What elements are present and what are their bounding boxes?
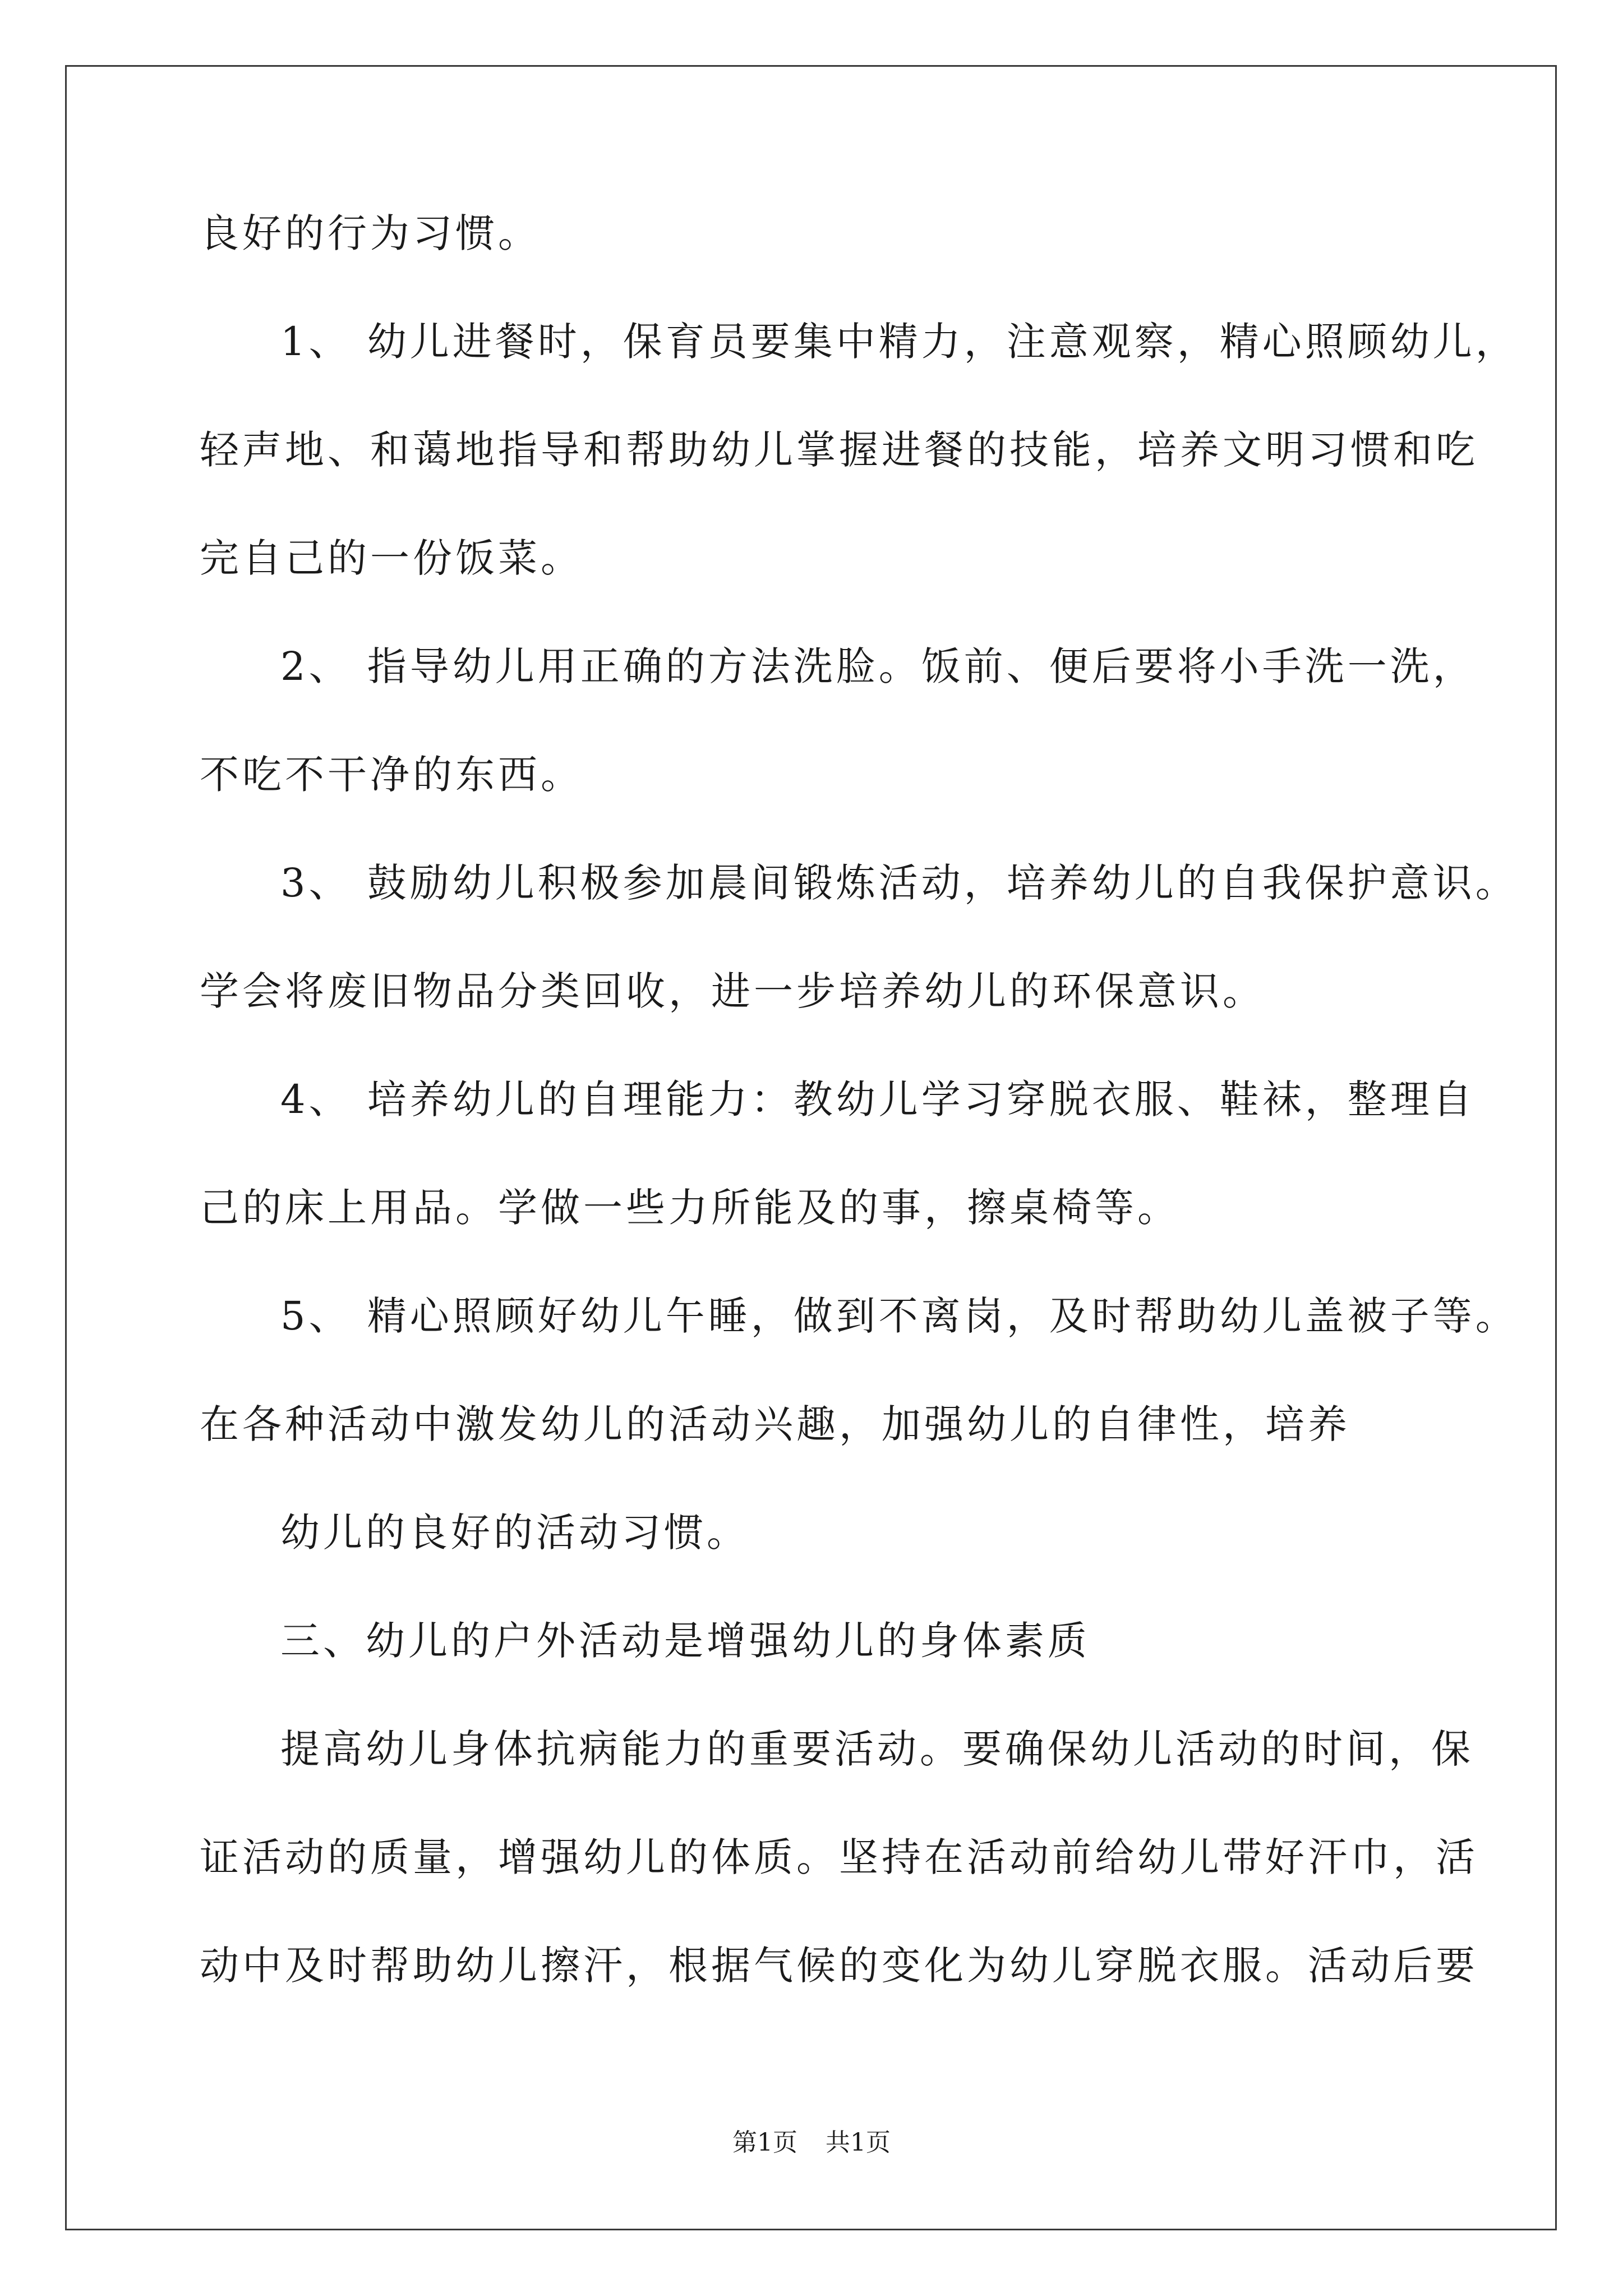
text-line: 在各种活动中激发幼儿的活动兴趣，加强幼儿的自律性，培养 <box>200 1401 1350 1447</box>
text-line: 3、 鼓励幼儿积极参加晨间锻炼活动，培养幼儿的自我保护意识。 <box>280 860 1518 906</box>
text-line: 动中及时帮助幼儿擦汗，根据气候的变化为幼儿穿脱衣服。活动后要 <box>200 1943 1478 1989</box>
page-total: 共1页 <box>826 2128 891 2157</box>
text-line: 提高幼儿身体抗病能力的重要活动。要确保幼儿活动的时间，保 <box>280 1726 1474 1772</box>
text-line: 证活动的质量，增强幼儿的体质。坚持在活动前给幼儿带好汗巾，活 <box>200 1834 1478 1880</box>
text-line: 完自己的一份饭菜。 <box>200 535 583 581</box>
section-heading: 三、幼儿的户外活动是增强幼儿的身体素质 <box>280 1618 1090 1664</box>
page-footer <box>0 2127 1623 2159</box>
text-line: 良好的行为习惯。 <box>200 210 541 256</box>
text-line: 不吃不干净的东西。 <box>200 752 583 798</box>
text-line: 2、 指导幼儿用正确的方法洗脸。饭前、便后要将小手洗一洗， <box>280 643 1476 689</box>
text-line: 1、 幼儿进餐时，保育员要集中精力，注意观察，精心照顾幼儿， <box>280 319 1518 365</box>
text-line: 学会将废旧物品分类回收，进一步培养幼儿的环保意识。 <box>200 968 1265 1014</box>
page-border <box>65 65 1557 2230</box>
text-line: 轻声地、和蔼地指导和帮助幼儿掌握进餐的技能，培养文明习惯和吃 <box>200 427 1478 473</box>
text-line: 幼儿的良好的活动习惯。 <box>280 1510 749 1556</box>
text-line: 4、 培养幼儿的自理能力：教幼儿学习穿脱衣服、鞋袜，整理自 <box>280 1076 1476 1122</box>
text-line: 5、 精心照顾好幼儿午睡，做到不离岗，及时帮助幼儿盖被子等。 <box>280 1293 1518 1339</box>
page-number: 第1页 <box>732 2128 797 2157</box>
text-line: 己的床上用品。学做一些力所能及的事，擦桌椅等。 <box>200 1185 1180 1231</box>
